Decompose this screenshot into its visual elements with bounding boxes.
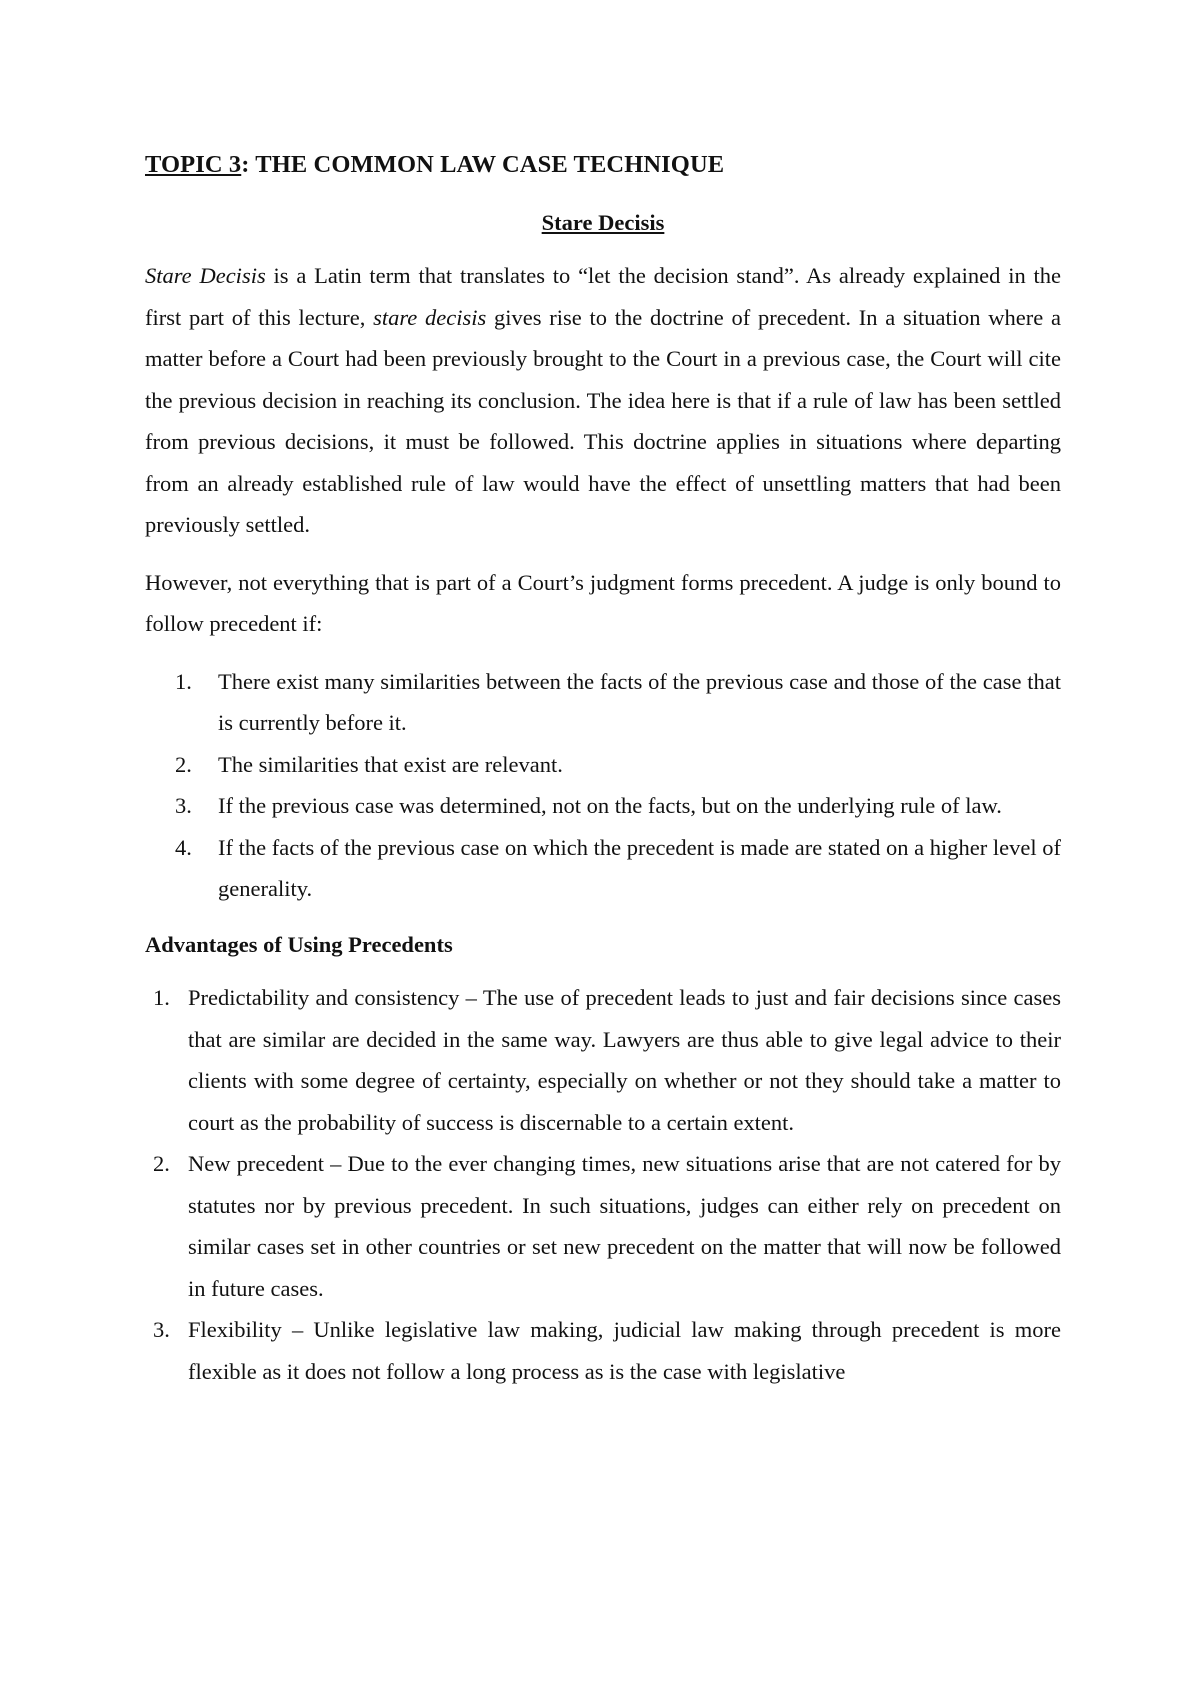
paragraph-text: gives rise to the doctrine of precedent. In a situation where a matter before a Court had been previously brought to the Court in a previous case, the Court will cite the previous decision in reaching its conclusion. The idea here is that if a rule of law has been settled from previous decisions, it must be followed. This doctrine applies in situations where departing from an already established rule of law would have the effect of unsettling matters that had been previously settled. [145, 304, 1062, 537]
list-number: 1. [175, 668, 192, 694]
list-text: New precedent – Due to the ever changing times, new situations arise that are not catered for by statutes nor by previous precedent. In such situations, judges can either rely on precedent on similar cases set in other countries or set new precedent on the matter that will now be followed in future cases. [188, 1151, 1061, 1301]
list-text: If the previous case was determined, not on the facts, but on the underlying rule of law. [218, 793, 1002, 818]
list-number: 3. [153, 1317, 170, 1342]
advantages-list [145, 977, 1061, 1392]
list-item [145, 1309, 1061, 1392]
paragraph-text: is a Latin term that translates to “let the decision stand”. As already explained in the first part of this lecture, [145, 263, 1061, 330]
list-text: If the facts of the previous case on which the precedent is made are stated on a higher level of generality. [218, 834, 1061, 901]
topic-title: : THE COMMON LAW CASE TECHNIQUE [241, 151, 725, 178]
page-title [145, 145, 1061, 185]
paragraph-stare-decisis [145, 255, 1061, 546]
list-number: 1. [153, 985, 170, 1010]
topic-label: TOPIC 3 [145, 151, 242, 178]
term-stare-decisis-lower: stare decisis [373, 304, 487, 330]
list-number: 2. [153, 1151, 170, 1176]
list-text: Flexibility – Unlike legislative law making, judicial law making through precedent is more flexible as it does not follow a long process as is the case with legislative [188, 1317, 1061, 1384]
list-text: The similarities that exist are relevant. [218, 751, 563, 777]
list-item [145, 744, 1061, 786]
list-item [145, 785, 1061, 827]
conditions-list [145, 661, 1061, 910]
term-stare-decisis: Stare Decisis [145, 263, 266, 288]
list-item [145, 977, 1061, 1143]
list-number: 4. [175, 834, 192, 860]
document-body [145, 145, 1061, 1406]
list-number: 2. [175, 751, 192, 777]
section-title-stare-decisis: Stare Decisis [541, 210, 665, 235]
advantages-heading: Advantages of Using Precedents [145, 931, 453, 957]
list-item [145, 661, 1061, 744]
list-text: Predictability and consistency – The use of precedent leads to just and fair decisions since cases that are similar are decided in the same way. Lawyers are thus able to give legal advice to their clients with some degree of certainty, especially on whether or not they should take a matter to court as the probability of success is discernable to a certain extent. [188, 985, 1061, 1135]
list-text: There exist many similarities between the facts of the previous case and those of the case that is currently before it. [218, 668, 1061, 735]
list-item [145, 1143, 1061, 1309]
paragraph-however: However, not everything that is part of a Court’s judgment forms precedent. A judge is only bound to follow precedent if: [145, 569, 1061, 636]
list-item [145, 827, 1061, 910]
list-number: 3. [175, 793, 192, 818]
